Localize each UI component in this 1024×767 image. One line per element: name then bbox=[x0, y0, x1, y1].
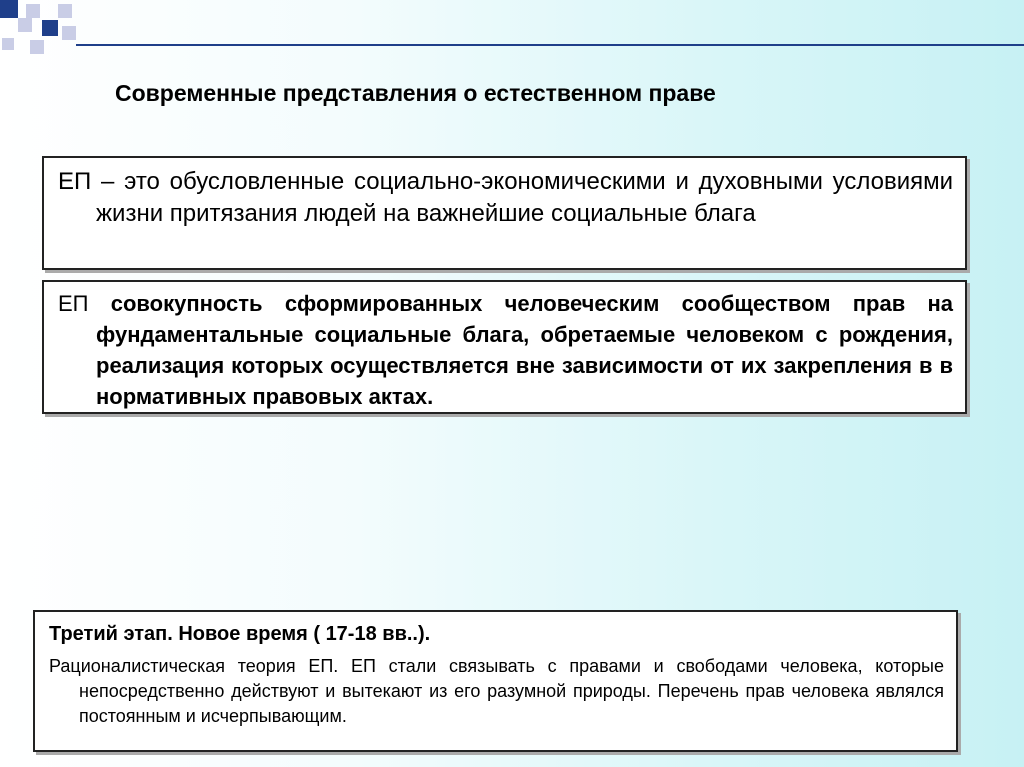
corner-decoration bbox=[0, 0, 80, 60]
definition-2-prefix: ЕП bbox=[58, 291, 89, 316]
definition-2-paragraph bbox=[58, 288, 953, 412]
definition-1-paragraph bbox=[58, 166, 953, 230]
stage-text: Рационалистическая теория ЕП. ЕП стали связывать с правами и свободами человека, которые непосредственно действуют и вытекают из его разумной природы. Перечень прав человека являлся постоянным и исчерпывающим. bbox=[49, 656, 944, 726]
definition-box-2 bbox=[42, 280, 967, 414]
stage-heading: Третий этап. Новое время ( 17-18 вв..). bbox=[49, 623, 431, 645]
definition-box-1 bbox=[42, 156, 967, 270]
definition-2-text: совокупность сформированных человеческим сообществом прав на фундаментальные социальные блага, обретаемые человеком с рождения, реализация которых осуществляется вне зависимости от их закрепления в в нормативных правовых актах. bbox=[96, 291, 953, 409]
definition-1-prefix: ЕП bbox=[58, 168, 92, 195]
stage-box bbox=[33, 610, 958, 752]
slide-title: Современные представления о естественном праве bbox=[115, 80, 716, 106]
definition-1-text: – это обусловленные социально-экономическими и духовными условиями жизни притязания людей на важнейшие социальные блага bbox=[96, 168, 954, 227]
header-rule bbox=[76, 44, 1024, 46]
